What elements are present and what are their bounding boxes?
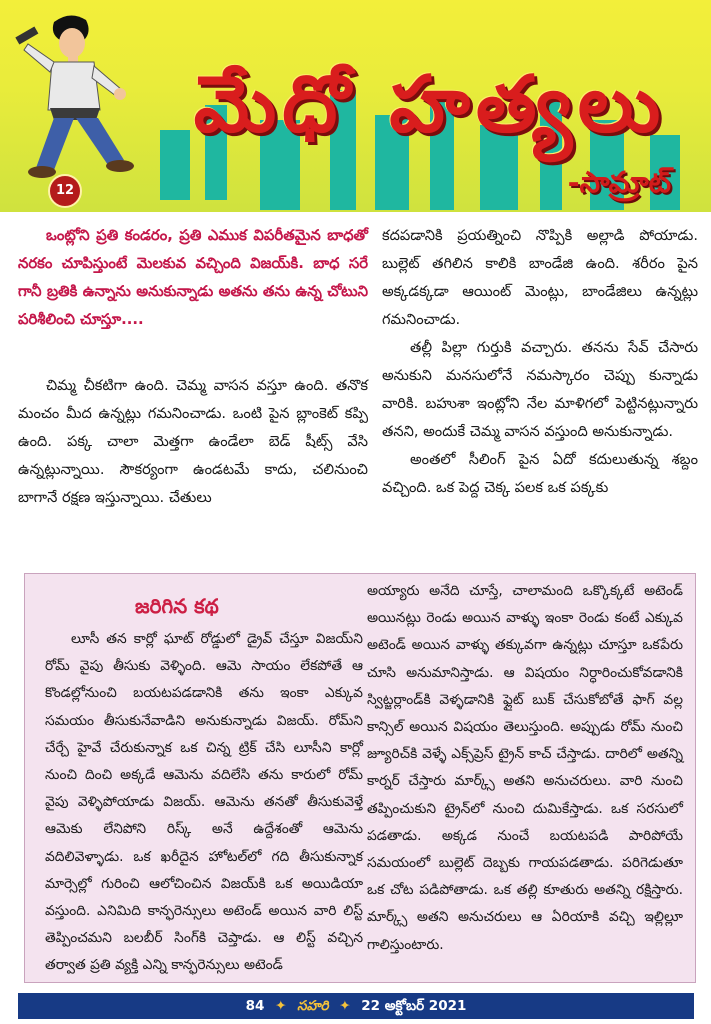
article-column-right	[382, 222, 698, 502]
episode-badge: 12	[48, 174, 82, 208]
article-paragraph: చిమ్మ చీకటిగా ఉంది. చెమ్మ వాసన వస్తూ ఉంది. తనొక మంచం మీద ఉన్నట్లు గమనించాడు. ఒంటి పైన బ్లాంకెట్ కప్పి ఉంది. పక్క చాలా మెత్తగా ఉండేలా బెడ్ షీట్స్ వేసి ఉన్నట్లున్నాయి. సౌకర్యంగా ఉండటమే కాదు, చలినుంచి బాగానే రక్షణ ఇస్తున్నాయి. చేతులు	[18, 377, 368, 506]
recap-title: జరిగిన కథ	[135, 594, 219, 618]
article-paragraph: అంతలో సీలింగ్ పైన ఏదో కదులుతున్న శబ్దం వచ్చింది. ఒక పెద్ద చెక్క పలక ఒక పక్కకు	[382, 451, 698, 496]
article-paragraph: తల్లీ పిల్లా గుర్తుకి వచ్చారు. తనను సేవ్ చేసారు అనుకుని మనసులోనే నమస్కారం చెప్పు కున్నాడు వారికి. బహుశా ఇంట్లోని నేల మాళిగలో పెట్టినట్లున్నారు తనని, అందుకే చెమ్మ వాసన వస్తుంది అనుకున్నాడు.	[382, 339, 698, 440]
author-name: -సామ్రాట్	[567, 165, 671, 199]
star-icon: ✦	[339, 998, 351, 1014]
intro-paragraph: ఒంట్లోని ప్రతి కండరం, ప్రతి ఎముక విపరీతమైన బాధతో నరకం చూపిస్తుంటే మెలకువ వచ్చింది విజయ్‌కి. బాధ సరే గానీ బ్రతికి ఉన్నాను అనుకున్నాడు అతను తను ఉన్న చోటుని పరిశీలించి చూస్తూ....	[18, 227, 368, 328]
story-recap-box	[24, 573, 696, 983]
page-footer	[18, 993, 694, 1019]
story-title-art: మేధో హత్యలు	[193, 59, 667, 150]
issue-date: 22 అక్టోబర్ 2021	[361, 998, 467, 1014]
magazine-name: సహరి	[297, 998, 329, 1014]
article-paragraph: కదపడానికి ప్రయత్నించి నొప్పికి అల్లాడి పోయాడు. బుల్లెట్ తగిలిన కాలికి బాండేజి ఉంది. శరీరం పైన అక్కడక్కడా ఆయింట్ మెంట్లు, బాండేజిలు ఉన్నట్లు గమనించాడు.	[382, 227, 698, 328]
article-column-left	[18, 372, 368, 512]
star-icon: ✦	[275, 998, 287, 1014]
recap-text-left: లూసీ తన కార్లో ఘాట్ రోడ్డులో డ్రైవ్ చేస్తూ విజయ్‌ని రోమ్ వైపు తీసుకు వెళ్ళింది. ఆమె సాయం లేకపోతే ఆ కొండల్లోనుంచి బయటపడడానికి తను ఇంకా ఎక్కువ సమయం తీసుకునేవాడిని అనుకున్నాడు విజయ్. రోమ్‌ని చేర్చే హైవే చేరుకున్నాక ఒక చిన్న ట్రిక్ చేసి లూసీని కార్లో నుంచి దించి అక్కడే ఆమెను వదిలేసి తను కారులో రోమ్ వైపు వెళ్ళిపోయాడు విజయ్. ఆమెను తనతో తీసుకువెళ్తే ఆమెకు లేనిపోని రిస్క్ అనే ఉద్దేశంతో ఆమెను వదిలివెళ్ళాడు. ఒక ఖరీదైన హోటల్‌లో గది తీసుకున్నాక మార్సెల్లో గురించి ఆలోచించిన విజయ్‌కి ఒక అయిడియా వస్తుంది. ఎనిమిది కాన్ఫరెన్సులు అటెండ్ అయిన వారి లిస్ట్ తెప్పించమని బలబీర్ సింగ్‌కి చెప్తాడు. ఆ లిస్ట్ వచ్చిన తర్వాత ప్రతి వ్యక్తి ఎన్ని కాన్ఫరెన్సులు అటెండ్	[45, 631, 363, 974]
page-number: 84	[245, 998, 265, 1014]
detective-illustration	[14, 10, 144, 185]
title-banner	[0, 0, 711, 212]
recap-text-right: అయ్యారు అనేది చూస్తే, చాలామంది ఒక్కొక్కటే అటెండ్ అయినట్లు రెండు అయిన వాళ్ళు ఇంకా రెండు కంటే ఎక్కువ అటెండ్ అయిన వాళ్ళు తక్కువగా ఉన్నట్లు చూస్తూ ఒకపేరు చూసి అనుమానిస్తాడు. ఆ విషయం నిర్ధారించుకోవడానికి స్విట్జర్లాండ్‌కి వెళ్ళడానికి ఫ్లైట్ బుక్ చేసుకోబోతే ఫాగ్ వల్ల కాన్సిల్ అయిన విషయం తెలుస్తుంది. అప్పుడు రోమ్ నుంచి జ్యూరిచ్‌కి వెళ్ళే ఎక్స్‌ప్రెస్ ట్రైన్ కాచ్ చేస్తాడు. దారిలో అతన్ని కార్నర్ చేస్తారు మార్క్స్ అతని అనుచరులు. వారి నుంచి తప్పించుకుని ట్రైన్‌లో నుంచి దుమికేస్తాడు. ఒక సరసులో పడతాడు. అక్కడ నుంచే బయటపడి పారిపోయే సమయంలో బుల్లెట్ దెబ్బకు గాయపడతాడు. పరిగెడుతూ ఒక చోట పడిపోతాడు. ఒక తల్లి కూతురు అతన్ని రక్షిస్తారు. మార్క్స్ అతని అనుచరులు ఆ ఏరియాకి వచ్చి ఇల్లిల్లూ గాలిస్తుంటారు.	[367, 583, 683, 953]
